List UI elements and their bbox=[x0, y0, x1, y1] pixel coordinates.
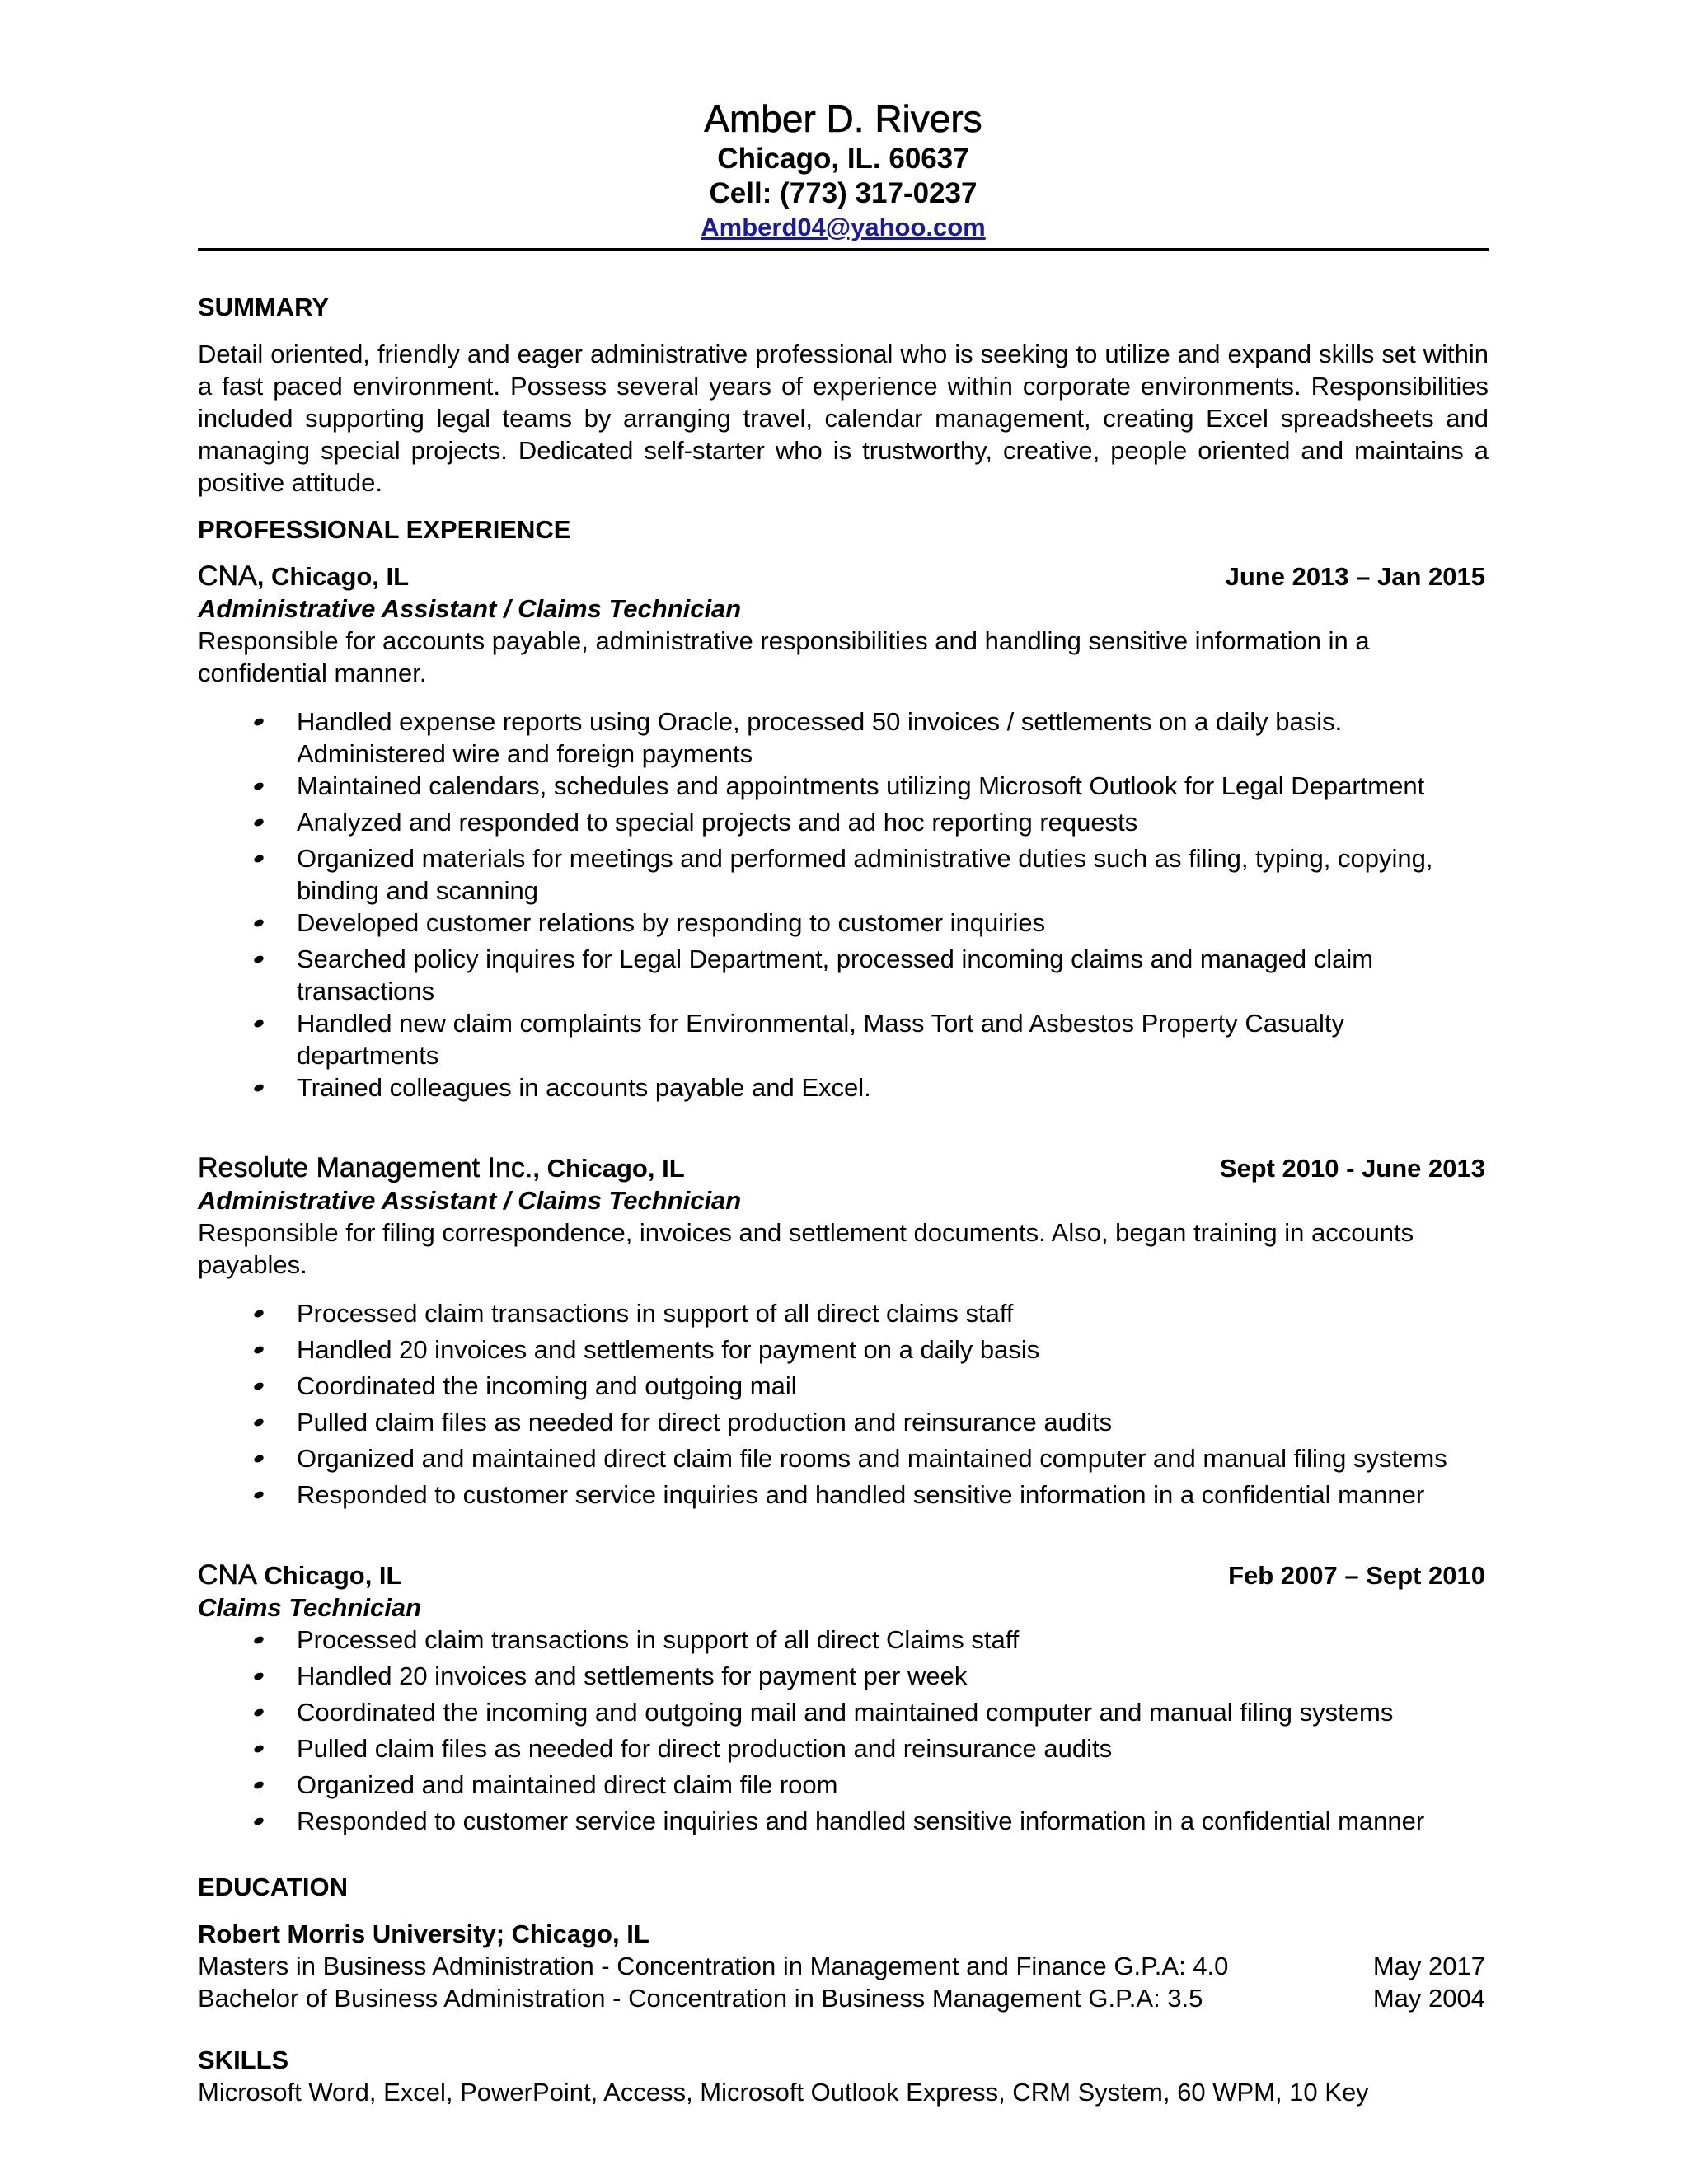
candidate-city: Chicago, IL. 60637 bbox=[717, 143, 969, 175]
bullet-item bbox=[198, 1696, 1489, 1732]
bullet-icon bbox=[253, 1019, 265, 1029]
job-entry bbox=[198, 560, 1489, 1108]
bullet-text: Processed claim transactions in support of all direct claims staff bbox=[297, 1299, 1014, 1328]
bullet-item bbox=[198, 1007, 1489, 1071]
education-degree-row bbox=[198, 1982, 1489, 2014]
bullet-item bbox=[198, 806, 1489, 842]
skills-title: SKILLS bbox=[198, 2046, 289, 2074]
job-description: Responsible for filing correspondence, invoices and settlement documents. Also, began training in accounts payables. bbox=[198, 1218, 1414, 1279]
job-role: Claims Technician bbox=[198, 1593, 422, 1622]
bullet-item bbox=[198, 1406, 1489, 1442]
bullet-icon bbox=[253, 818, 265, 827]
education-school: Robert Morris University; Chicago, IL bbox=[198, 1919, 649, 1948]
job-role: Administrative Assistant / Claims Technician bbox=[198, 1186, 742, 1215]
job-header bbox=[198, 1559, 1489, 1591]
bullet-item bbox=[198, 770, 1489, 806]
job-dates: Sept 2010 - June 2013 bbox=[1219, 1154, 1485, 1183]
job-description: Responsible for accounts payable, administrative responsibilities and handling sensitive information in a confidential manner. bbox=[198, 626, 1370, 687]
bullet-item bbox=[198, 943, 1489, 1007]
bullet-item bbox=[198, 1479, 1489, 1515]
bullet-item bbox=[198, 705, 1489, 770]
bullet-text: Pulled claim files as needed for direct production and reinsurance audits bbox=[297, 1408, 1113, 1436]
education-title: EDUCATION bbox=[198, 1872, 348, 1901]
header-divider bbox=[198, 248, 1489, 251]
bullet-icon bbox=[253, 1708, 265, 1718]
bullet-icon bbox=[253, 717, 265, 727]
bullet-text: Organized materials for meetings and performed administrative duties such as filing, typing, copying, binding and scanning bbox=[297, 844, 1433, 905]
bullet-item bbox=[198, 1333, 1489, 1370]
skills-text: Microsoft Word, Excel, PowerPoint, Access, Microsoft Outlook Express, CRM System, 60 WPM, 10 Key bbox=[198, 2078, 1369, 2107]
bullet-icon bbox=[253, 1816, 265, 1826]
experience-title: PROFESSIONAL EXPERIENCE bbox=[198, 515, 571, 544]
bullet-item bbox=[198, 1071, 1489, 1108]
bullet-text: Developed customer relations by responding to customer inquiries bbox=[297, 908, 1046, 937]
bullet-icon bbox=[253, 1309, 265, 1319]
bullet-icon bbox=[253, 1635, 265, 1645]
bullet-item bbox=[198, 1805, 1489, 1841]
bullet-item bbox=[198, 842, 1489, 907]
bullet-text: Analyzed and responded to special projects and ad hoc reporting requests bbox=[297, 808, 1138, 837]
bullet-icon bbox=[253, 854, 265, 864]
bullet-icon bbox=[253, 1780, 265, 1790]
bullet-item bbox=[198, 1370, 1489, 1406]
bullet-item bbox=[198, 1442, 1489, 1479]
bullet-text: Handled 20 invoices and settlements for payment on a daily basis bbox=[297, 1335, 1040, 1364]
job-location: , Chicago, IL bbox=[256, 562, 410, 591]
bullet-item bbox=[198, 1769, 1489, 1805]
education-degree: Masters in Business Administration - Concentration in Management and Finance G.P.A: 4.0 bbox=[198, 1952, 1229, 1980]
job-company: Resolute Management Inc. bbox=[198, 1152, 533, 1183]
skills-section bbox=[198, 2044, 1489, 2108]
education-date: May 2017 bbox=[1372, 1952, 1485, 1980]
bullet-text: Organized and maintained direct claim file room bbox=[297, 1770, 838, 1799]
bullet-text: Coordinated the incoming and outgoing mail and maintained computer and manual filing systems bbox=[297, 1698, 1394, 1727]
bullet-icon bbox=[253, 1381, 265, 1391]
bullet-icon bbox=[253, 1418, 265, 1427]
summary-section bbox=[198, 291, 1489, 499]
bullet-text: Organized and maintained direct claim file rooms and maintained computer and manual filing systems bbox=[297, 1444, 1447, 1473]
bullet-icon bbox=[253, 1671, 265, 1681]
bullet-item bbox=[198, 1624, 1489, 1660]
bullet-icon bbox=[253, 1345, 265, 1355]
bullet-icon bbox=[253, 781, 265, 791]
job-dates: June 2013 – Jan 2015 bbox=[1225, 562, 1485, 591]
job-entry bbox=[198, 1152, 1489, 1515]
bullet-icon bbox=[253, 1744, 265, 1754]
bullet-text: Maintained calendars, schedules and appointments utilizing Microsoft Outlook for Legal Department bbox=[297, 771, 1425, 800]
resume-header bbox=[198, 96, 1489, 243]
bullet-text: Responded to customer service inquiries and handled sensitive information in a confidential manner bbox=[297, 1807, 1425, 1835]
job-company: CNA bbox=[198, 1559, 257, 1591]
job-header bbox=[198, 1152, 1489, 1184]
job-bullets bbox=[198, 1624, 1489, 1841]
job-header bbox=[198, 560, 1489, 593]
job-location: , Chicago, IL bbox=[532, 1154, 685, 1183]
education-degree: Bachelor of Business Administration - Concentration in Business Management G.P.A: 3.5 bbox=[198, 1984, 1203, 2013]
bullet-text: Searched policy inquires for Legal Department, processed incoming claims and managed claim transactions bbox=[297, 944, 1374, 1005]
bullet-text: Processed claim transactions in support of all direct Claims staff bbox=[297, 1625, 1020, 1654]
bullet-item bbox=[198, 907, 1489, 943]
bullet-text: Trained colleagues in accounts payable and Excel. bbox=[297, 1073, 871, 1102]
education-degree-row bbox=[198, 1950, 1489, 1982]
resume-page bbox=[198, 96, 1489, 2108]
bullet-item bbox=[198, 1660, 1489, 1696]
bullet-item bbox=[198, 1297, 1489, 1333]
bullet-icon bbox=[253, 1490, 265, 1500]
bullet-icon bbox=[253, 1083, 265, 1093]
job-role: Administrative Assistant / Claims Technician bbox=[198, 594, 742, 623]
bullet-icon bbox=[253, 954, 265, 964]
bullet-text: Responded to customer service inquiries and handled sensitive information in a confidential manner bbox=[297, 1480, 1425, 1509]
job-location: Chicago, IL bbox=[256, 1561, 402, 1590]
job-bullets bbox=[198, 1297, 1489, 1515]
experience-section bbox=[198, 513, 1489, 1841]
bullet-icon bbox=[253, 1454, 265, 1464]
bullet-text: Pulled claim files as needed for direct production and reinsurance audits bbox=[297, 1734, 1113, 1763]
job-dates: Feb 2007 – Sept 2010 bbox=[1228, 1561, 1485, 1590]
bullet-icon bbox=[253, 918, 265, 928]
education-date: May 2004 bbox=[1372, 1984, 1485, 2013]
bullet-text: Handled 20 invoices and settlements for payment per week bbox=[297, 1661, 968, 1690]
summary-text: Detail oriented, friendly and eager administrative professional who is seeking to utilize and expand skills set within a fast paced environment. Possess several years of experience within corporate environments. Responsibilities included supporting legal teams by arranging travel, calendar management, creating Excel spreadsheets and managing special projects. Dedicated self-starter who is trustworthy, creative, people oriented and maintains a positive attitude. bbox=[198, 340, 1489, 497]
job-entry bbox=[198, 1559, 1489, 1841]
candidate-name: Amber D. Rivers bbox=[704, 97, 982, 140]
job-bullets bbox=[198, 705, 1489, 1108]
bullet-text: Handled expense reports using Oracle, processed 50 invoices / settlements on a daily basis. Administered wire and foreign payments bbox=[297, 707, 1343, 768]
education-section bbox=[198, 1871, 1489, 2014]
bullet-text: Handled new claim complaints for Environmental, Mass Tort and Asbestos Property Casualty departments bbox=[297, 1009, 1345, 1070]
email-link[interactable]: Amberd04@yahoo.com bbox=[701, 213, 986, 241]
candidate-cell: Cell: (773) 317-0237 bbox=[709, 177, 978, 209]
bullet-text: Coordinated the incoming and outgoing mail bbox=[297, 1371, 797, 1400]
job-company: CNA bbox=[198, 560, 257, 592]
bullet-item bbox=[198, 1732, 1489, 1769]
summary-title: SUMMARY bbox=[198, 293, 330, 321]
